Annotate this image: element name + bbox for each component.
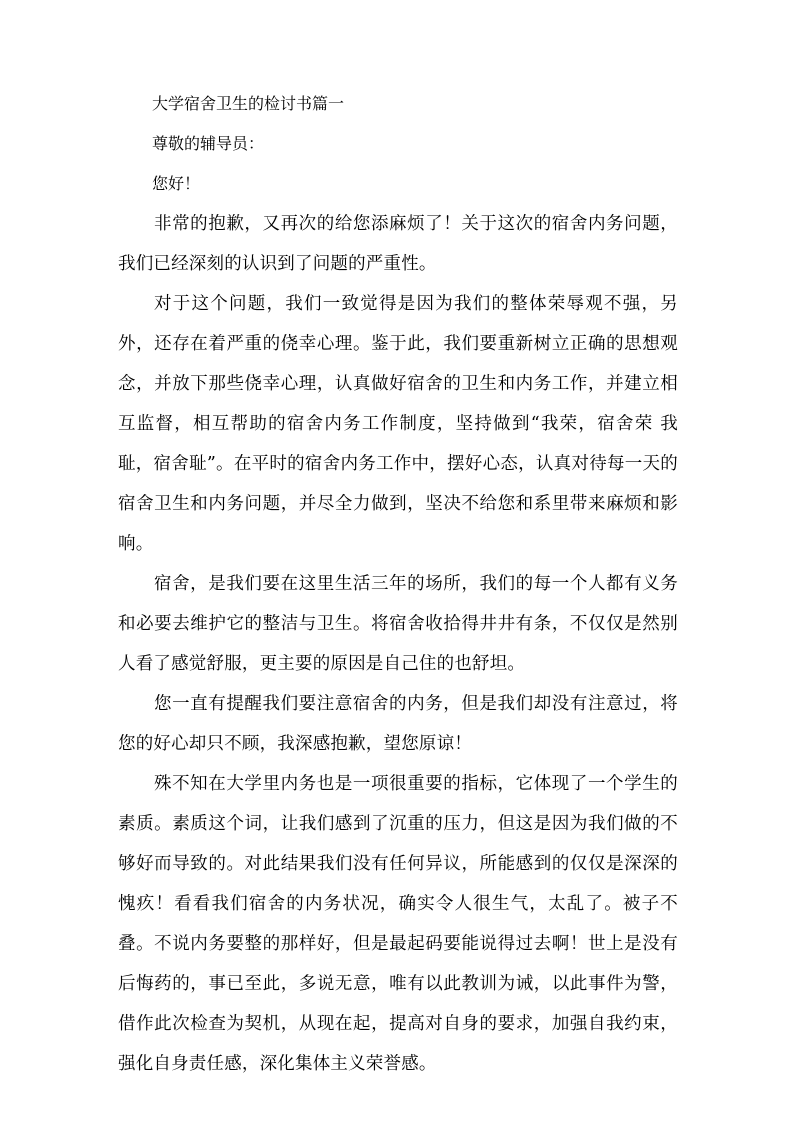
greeting: 您好！ — [152, 174, 201, 193]
paragraph-3: 宿舍，是我们要在这里生活三年的场所，我们的每一个人都有义务和必要去维护它的整洁与卫生。将宿舍收拾得井井有条，不仅仅是然别人看了感觉舒服，更主要的原因是自己住的也舒坦。 — [118, 574, 678, 674]
salutation: 尊敬的辅导员： — [152, 134, 265, 153]
document-title: 大学宿舍卫生的检讨书篇一 — [152, 94, 345, 113]
paragraph-4: 您一直有提醒我们要注意宿舍的内务，但是我们却没有注意过，将您的好心却只不顾，我深感抱歉，望您原谅！ — [118, 694, 678, 754]
document-page — [118, 84, 678, 1084]
paragraph-5: 殊不知在大学里内务也是一项很重要的指标，它体现了一个学生的素质。素质这个词，让我们感到了沉重的压力，但这是因为我们做的不够好而导致的。对此结果我们没有任何异议，所能感到的仅仅是深深的愧疚！看看我们宿舍的内务状况，确实令人很生气，太乱了。被子不叠。不说内务要整的那样好，但是最起码要能说得过去啊！世上是没有后悔药的，事已至此，多说无意，唯有以此教训为诫，以此事件为警，借作此次检查为契机，从现在起，提高对自身的要求，加强自我约束，强化自身责任感，深化集体主义荣誉感。 — [118, 774, 678, 1074]
paragraph-1: 非常的抱歉，又再次的给您添麻烦了！关于这次的宿舍内务问题，我们已经深刻的认识到了问题的严重性。 — [118, 214, 678, 274]
paragraph-2: 对于这个问题，我们一致觉得是因为我们的整体荣辱观不强，另外，还存在着严重的侥幸心理。鉴于此，我们要重新树立正确的思想观念，并放下那些侥幸心理，认真做好宿舍的卫生和内务工作，并建立相互监督，相互帮助的宿舍内务工作制度，坚持做到“我荣，宿舍荣 我耻，宿舍耻”。在平时的宿舍内务工作中，摆好心态，认真对待每一天的宿舍卫生和内务问题，并尽全力做到，坚决不给您和系里带来麻烦和影响。 — [118, 294, 678, 554]
